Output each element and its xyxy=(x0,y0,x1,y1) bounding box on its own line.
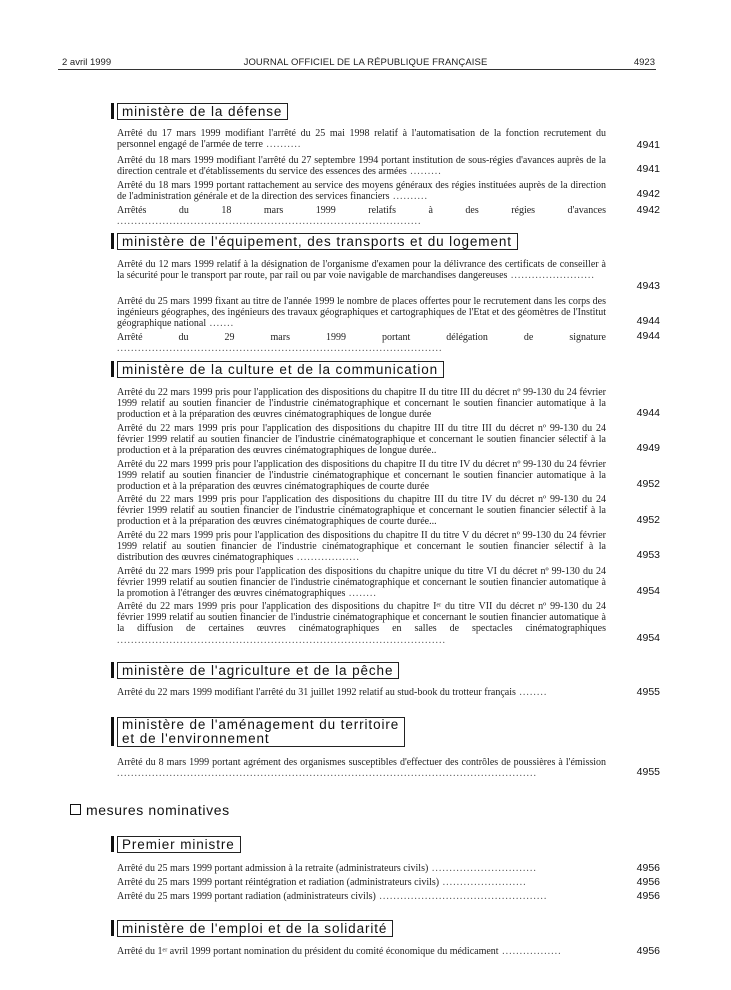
journal-title: JOURNAL OFFICIEL DE LA RÉPUBLIQUE FRANÇAISE xyxy=(243,57,488,68)
list-item: Arrêté du 29 mars 1999 portant délégation de signature ............................................................................................. xyxy=(117,332,606,355)
list-item: Arrêté du 22 mars 1999 pris pour l'application des dispositions du chapitre II du titre V du décret nº 99-130 du 24 février 1999 relatif au soutien financier de l'industrie cinématographique et concernant le soutien financier sélectif à la distribution des œuvres cinématographiques .................. xyxy=(117,530,606,564)
list-item: Arrêté du 25 mars 1999 portant réintégration et radiation (administrateurs civils) ........................ xyxy=(117,877,527,888)
section-marker xyxy=(111,836,114,852)
checkbox-square-icon xyxy=(70,804,81,815)
section-marker xyxy=(111,361,114,377)
list-item: Arrêté du 22 mars 1999 pris pour l'application des dispositions du chapitre unique du titre VI du décret nº 99-130 du 24 février 1999 relatif au soutien financier de l'industrie cinématographique et concernant le soutien financier automatique à la promotion à l'étranger des œuvres cinématographiques ........ xyxy=(117,566,606,600)
entry-page: 4954 xyxy=(636,585,660,597)
section-title-amenagement xyxy=(117,717,405,747)
list-item: Arrêté du 18 mars 1999 portant rattachement au service des moyens généraux des régies instituées auprès de la direction de l'administration générale et de la direction des services financiers .......... xyxy=(117,180,606,203)
list-item: Arrêté du 25 mars 1999 fixant au titre de l'année 1999 le nombre de places offertes pour le recrutement dans les corps des ingénieurs géographes, des ingénieurs des travaux géographiques et cartographiques de l'Etat et des géomètres de l'Institut géographique national ....... xyxy=(117,296,607,330)
entry-page: 4956 xyxy=(636,862,660,874)
entry-page: 4956 xyxy=(636,945,660,957)
header-date: 2 avril 1999 xyxy=(62,57,112,68)
section-marker xyxy=(111,920,114,936)
entry-page: 4953 xyxy=(636,549,660,561)
page-number: 4923 xyxy=(633,57,655,68)
entry-page: 4954 xyxy=(636,632,660,644)
section-marker xyxy=(111,233,114,249)
subheading-label: mesures nominatives xyxy=(86,802,230,818)
list-item: Arrêté du 1ᵉʳ avril 1999 portant nomination du président du comité économique du médicament ................. xyxy=(117,946,562,957)
list-item: Arrêté du 22 mars 1999 pris pour l'application des dispositions du chapitre Iᵉʳ du titre VII du décret nº 99-130 du 24 février 1999 relatif au soutien financier de l'industrie cinématographique et concernant le soutien financier automatique à la diffusion de certaines œuvres cinématographiques en salles de spectacles cinématographiques .............................................................................................. xyxy=(117,601,606,646)
entry-page: 4952 xyxy=(636,478,660,490)
list-item: Arrêté du 25 mars 1999 portant radiation (administrateurs civils) ................................................ xyxy=(117,891,548,902)
subheading xyxy=(70,802,230,818)
section-marker xyxy=(111,717,114,746)
entry-page: 4944 xyxy=(636,315,660,327)
section-title-emploi: ministère de l'emploi et de la solidarité xyxy=(117,920,393,937)
section-title-equipement: ministère de l'équipement, des transports et du logement xyxy=(117,233,518,250)
section-title-defense: ministère de la défense xyxy=(117,103,288,120)
list-item: Arrêté du 12 mars 1999 relatif à la désignation de l'organisme d'examen pour la délivrance des certificats de conseiller à la sécurité pour le transport par route, par rail ou par voie navigable de marchandises dangereuses ........................ xyxy=(117,259,606,282)
entry-page: 4942 xyxy=(636,204,660,216)
entry-page: 4952 xyxy=(636,514,660,526)
entry-page: 4943 xyxy=(636,280,660,292)
list-item: Arrêté du 22 mars 1999 pris pour l'application des dispositions du chapitre III du titre IV du décret nº 99-130 du 24 février 1999 relatif au soutien financier de l'industrie cinématographique et concernant le soutien financier sélectif à la production et à la préparation des œuvres cinématographiques de courte durée... xyxy=(117,494,606,528)
list-item: Arrêté du 22 mars 1999 pris pour l'application des dispositions du chapitre II du titre III du décret nº 99-130 du 24 février 1999 relatif au soutien financier de l'industrie cinématographique et concernant le soutien financier automatique à la production et à la préparation des œuvres cinématographiques de longue durée xyxy=(117,387,606,421)
section-marker xyxy=(111,662,114,678)
entry-page: 4941 xyxy=(636,163,660,175)
entry-page: 4955 xyxy=(636,686,660,698)
section-title-agriculture: ministère de l'agriculture et de la pêche xyxy=(117,662,399,679)
header-rule xyxy=(58,69,656,70)
list-item: Arrêté du 22 mars 1999 modifiant l'arrêté du 31 juillet 1992 relatif au stud-book du trotteur français ........ xyxy=(117,687,548,698)
entry-page: 4944 xyxy=(636,330,660,342)
list-item: Arrêté du 25 mars 1999 portant admission à la retraite (administrateurs civils) .............................. xyxy=(117,863,537,874)
list-item: Arrêté du 18 mars 1999 modifiant l'arrêté du 27 septembre 1994 portant institution de sous-régies d'avances auprès de la direction centrale et d'établissements du service des essences des armées ......... xyxy=(117,155,606,178)
entry-page: 4941 xyxy=(636,139,660,151)
entry-page: 4942 xyxy=(636,188,660,200)
list-item: Arrêté du 22 mars 1999 pris pour l'application des dispositions du chapitre III du titre III du décret nº 99-130 du 24 février 1999 relatif au soutien financier de l'industrie cinématographique et concernant le soutien financier sélectif à la production et à la préparation des œuvres cinématographiques de longue durée.. xyxy=(117,423,606,457)
section-title-culture: ministère de la culture et de la communication xyxy=(117,361,444,378)
section-title-line: et de l'environnement xyxy=(122,731,270,746)
section-marker xyxy=(111,103,114,119)
entry-page: 4956 xyxy=(636,890,660,902)
entry-page: 4944 xyxy=(636,407,660,419)
entry-page: 4949 xyxy=(636,442,660,454)
list-item: Arrêté du 22 mars 1999 pris pour l'application des dispositions du chapitre II du titre IV du décret nº 99-130 du 24 février 1999 relatif au soutien financier de l'industrie cinématographique et concernant le soutien financier automatique à la production et à la préparation des œuvres cinématographiques de courte durée xyxy=(117,459,606,493)
entry-page: 4956 xyxy=(636,876,660,888)
list-item: Arrêté du 8 mars 1999 portant agrément des organismes susceptibles d'effectuer des contrôles de poussières à l'émission ........................................................................................................................ xyxy=(117,757,606,780)
section-title-premier-ministre: Premier ministre xyxy=(117,836,241,853)
entry-page: 4955 xyxy=(636,766,660,778)
list-item: Arrêtés du 18 mars 1999 relatifs à des régies d'avances ....................................................................................... xyxy=(117,205,606,228)
list-item: Arrêté du 17 mars 1999 modifiant l'arrêté du 25 mai 1998 relatif à l'automatisation de la fonction recrutement du personnel engagé de l'armée de terre .......... xyxy=(117,128,606,151)
section-title-line: ministère de l'aménagement du territoire xyxy=(122,717,400,732)
